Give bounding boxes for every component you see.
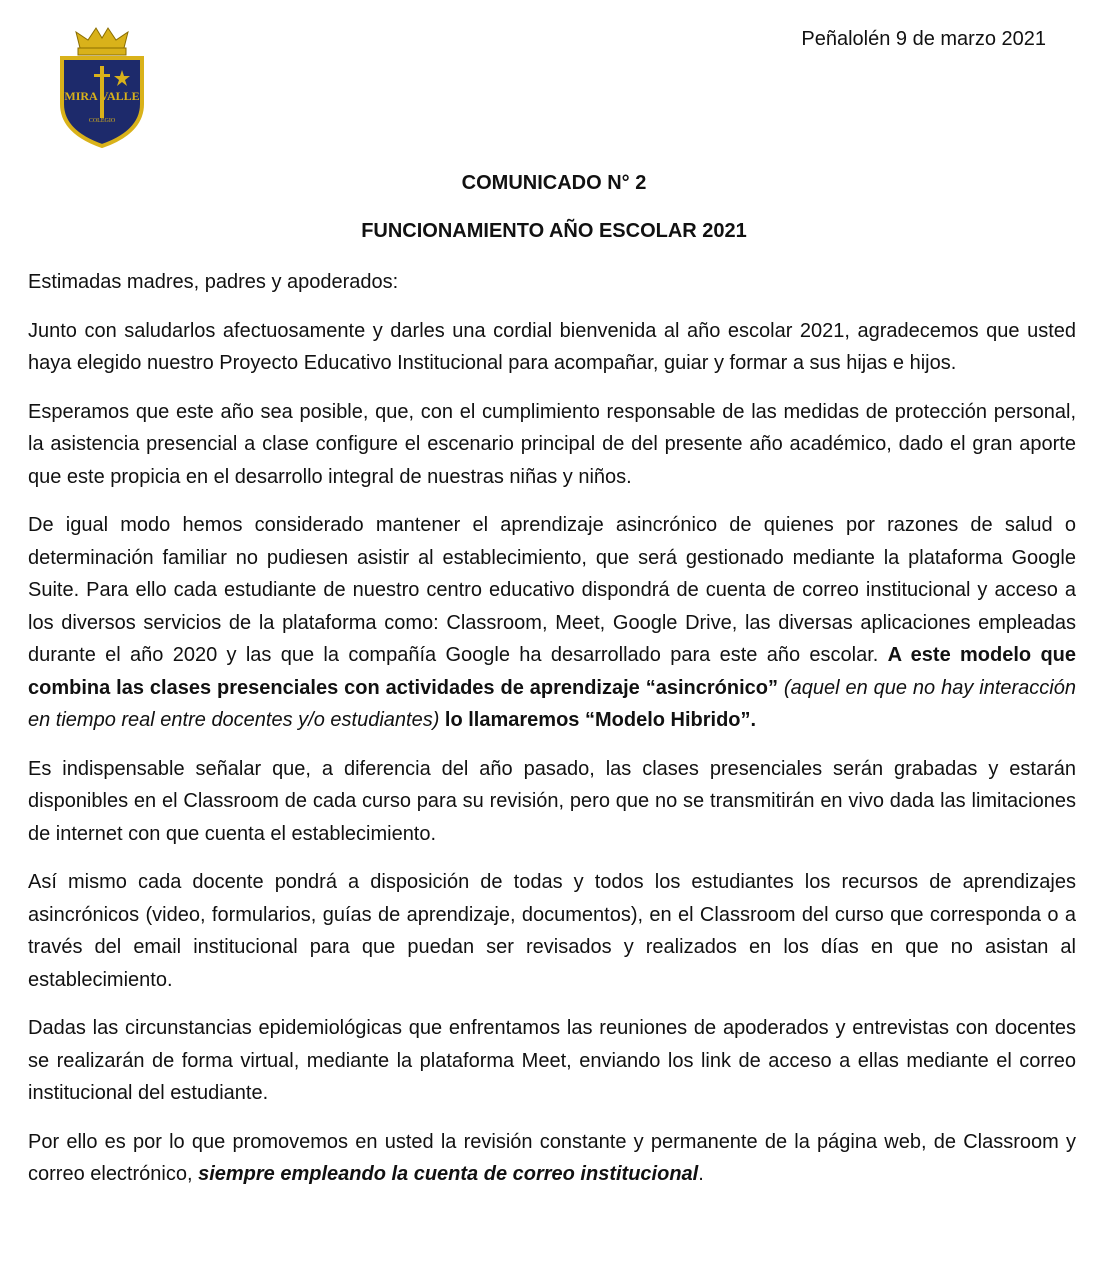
school-crest-logo bbox=[56, 26, 148, 148]
communique-title: COMUNICADO N° 2 bbox=[461, 172, 647, 194]
paragraph-4: Es indispensable señalar que, a diferencia del año pasado, las clases presenciales serán grabadas y estarán disponibles en el Classroom de cada curso para su revisión, pero que no se transmitirán en vivo dada las limitaciones de internet con que cuenta el establecimiento. bbox=[28, 757, 1076, 845]
paragraph-3-bold-closing: lo llamaremos “Modelo Hibrido”. bbox=[439, 709, 757, 731]
paragraph-3-italic-text: (aquel en que no hay interacción en tiempo real entre docentes y/o estudiantes) bbox=[28, 676, 1076, 731]
greeting: Estimadas madres, padres y apoderados: bbox=[28, 271, 399, 293]
paragraph-7-text: Por ello es por lo que promovemos en usted la revisión constante y permanente de la página web, de Classroom y correo electrónico, bbox=[28, 1130, 1076, 1185]
paragraph-2: Esperamos que este año sea posible, que, con el cumplimiento responsable de las medidas de protección personal, la asistencia presencial a clase configure el escenario principal de del presente año académico, dado el gran aporte que este propicia en el desarrollo integral de nuestras niñas y niños. bbox=[28, 400, 1076, 488]
paragraph-6: Dadas las circunstancias epidemiológicas que enfrentamos las reuniones de apoderados y entrevistas con docentes se realizarán de forma virtual, mediante la plataforma Meet, enviando los link de acceso a ellas mediante el correo institucional del estudiante. bbox=[28, 1017, 1076, 1104]
letter-date: Peñalolén 9 de marzo 2021 bbox=[801, 28, 1046, 50]
title-block bbox=[0, 170, 1108, 244]
paragraph-3 bbox=[28, 509, 1076, 737]
paragraph-3-bold-text: A este modelo que combina las clases presenciales con actividades de aprendizaje “asincrónico” bbox=[28, 644, 1076, 699]
svg-text:MIRA VALLE: MIRA VALLE bbox=[64, 89, 140, 103]
paragraph-7-emphasis: siempre empleando la cuenta de correo institucional bbox=[198, 1163, 699, 1185]
letter-body bbox=[28, 266, 1076, 1207]
paragraph-7-end: . bbox=[698, 1163, 704, 1185]
svg-text:COLEGIO: COLEGIO bbox=[88, 118, 116, 124]
subject-title: FUNCIONAMIENTO AÑO ESCOLAR 2021 bbox=[361, 220, 747, 242]
paragraph-1: Junto con saludarlos afectuosamente y darles una cordial bienvenida al año escolar 2021, agradecemos que usted haya elegido nuestro Proyecto Educativo Institucional para acompañar, guiar y formar a sus hijas e hijos. bbox=[28, 319, 1076, 374]
paragraph-5: Así mismo cada docente pondrá a disposición de todas y todos los estudiantes los recursos de aprendizajes asincrónicos (video, formularios, guías de aprendizaje, documentos), en el Classroom del curso que corresponda o a través del email institucional para que puedan ser revisados y realizados en los días en que no asistan al establecimiento. bbox=[28, 871, 1076, 991]
paragraph-7 bbox=[28, 1126, 1076, 1191]
paragraph-3-text: De igual modo hemos considerado mantener el aprendizaje asincrónico de quienes por razones de salud o determinación familiar no pudiesen asistir al establecimiento, que será gestionado mediante la plataforma Google Suite. Para ello cada estudiante de nuestro centro educativo dispondrá de cuenta de correo institucional y acceso a los diversos servicios de la plataforma como: Classroom, Meet, Google Drive, las diversas aplicaciones empleadas durante el año 2020 y las que la compañía Google ha desarrollado para este año escolar. bbox=[28, 514, 1076, 666]
